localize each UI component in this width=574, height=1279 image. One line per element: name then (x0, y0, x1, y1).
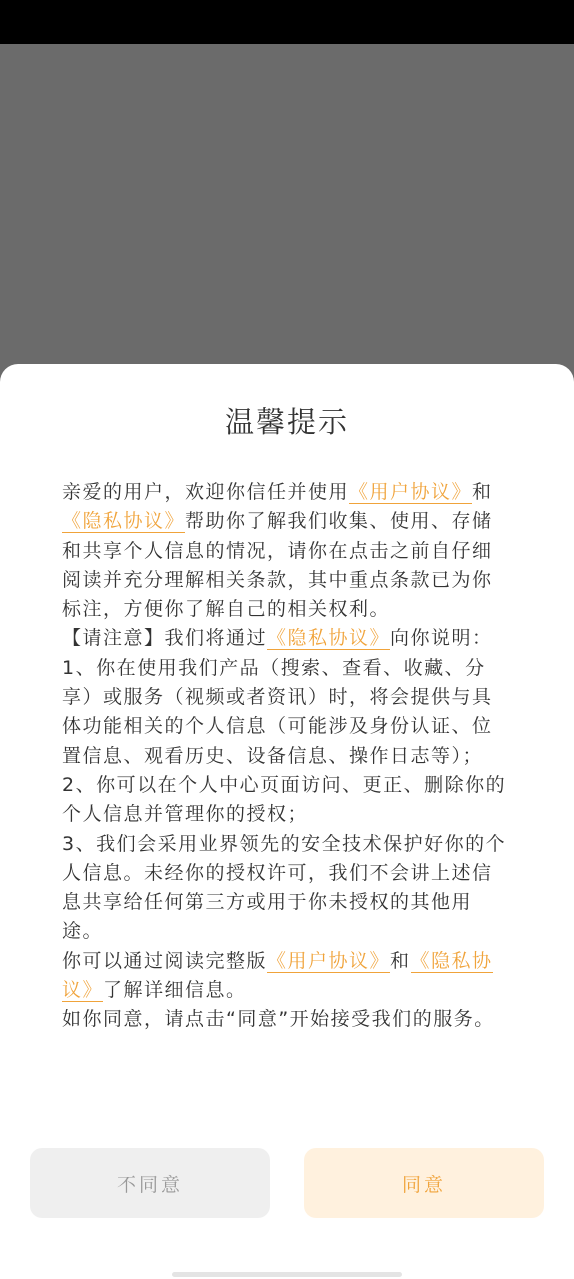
disagree-button[interactable]: 不同意 (30, 1148, 270, 1218)
notice-text-1: 【请注意】我们将通过 (62, 627, 268, 650)
intro-text-2: 和 (472, 481, 493, 503)
status-bar (0, 0, 574, 44)
agree-button[interactable]: 同意 (304, 1148, 544, 1218)
intro-paragraph (62, 478, 512, 624)
dialog-title: 温馨提示 (224, 405, 349, 439)
user-agreement-link[interactable]: 《用户协议》 (349, 481, 473, 503)
user-agreement-link-2[interactable]: 《用户协议》 (267, 949, 391, 972)
list-item-2: 2、你可以在个人中心页面访问、更正、删除你的个人信息并管理你的授权； (62, 773, 507, 826)
intro-text-3: 帮助你了解我们收集、使用、存储和共享个人信息的情况，请你在点击之前自仔细阅读并充分理解相关条款，其中重点条款已为你标注，方便你了解自己的相关权利。 (62, 510, 493, 621)
privacy-agreement-link[interactable]: 《隐私协议》 (62, 510, 186, 533)
list-item-3: 3、我们会采用业界领先的安全技术保护好你的个人信息。未经你的授权许可，我们不会讲上述信息共享给任何第三方或用于你未授权的其他用途。 (62, 832, 507, 943)
privacy-agreement-link-2[interactable]: 《隐私协议》 (267, 627, 391, 650)
notice-paragraph (62, 624, 512, 653)
notice-text-2: 向你说明： (390, 627, 493, 650)
read-more-text-3: 了解详细信息。 (103, 979, 247, 1002)
read-more-paragraph (62, 947, 512, 1006)
list-item-1: 1、你在使用我们产品（搜索、查看、收藏、分享）或服务（视频或者资讯）时，将会提供与具体功能相关的个人信息（可能涉及身份认证、位置信息、观看历史、设备信息、操作日志等）； (62, 656, 493, 767)
dialog-body[interactable] (62, 478, 512, 1035)
consent-paragraph: 如你同意，请点击“同意”开始接受我们的服务。 (62, 1008, 495, 1031)
intro-text-1: 亲爱的用户，欢迎你信任并使用 (62, 481, 350, 503)
read-more-text-2: 和 (390, 949, 411, 972)
home-indicator[interactable] (172, 1272, 402, 1277)
privacy-agreement-link-3[interactable]: 《隐私协议》 (62, 949, 493, 1002)
read-more-text-1: 你可以通过阅读完整版 (62, 949, 268, 972)
